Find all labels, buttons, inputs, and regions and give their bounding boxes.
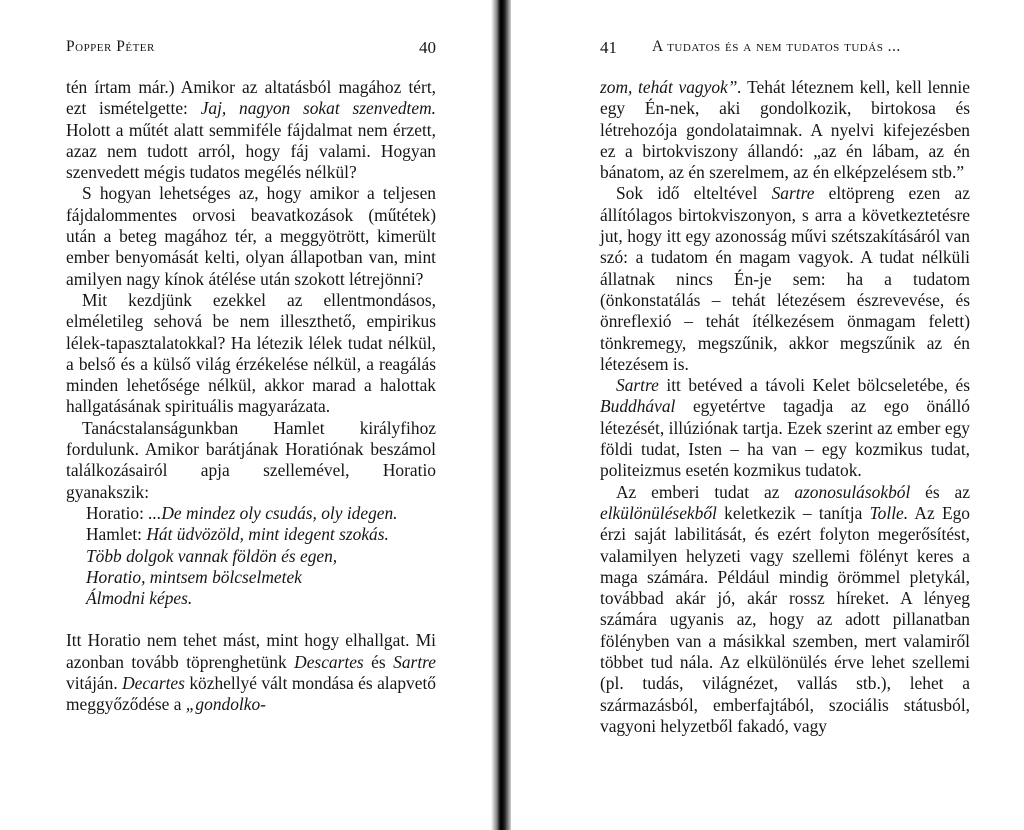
right-page: [508, 0, 1024, 830]
paragraph: Mit kezdjünk ezekkel az ellentmondásos, elméletileg sehová be nem illeszthető, empirikus lélek-tapasztalatokkal? Ha létezik lélek tudat nélkül, a belső és a külső világ érzékelése nélkül, a reagálás minden lehetősége nélkül, akkor marad a halottak hallgatásának spirituális magyarázata.: [66, 289, 436, 417]
running-head-left: Popper Péter: [66, 38, 155, 55]
paragraph: tén írtam már.) Amikor az altatásból magához tért, ezt ismételgette: Jaj, nagyon sokat szenvedtem. Holott a műtét alatt semmiféle fájdalmat nem érzett, azaz nem tudott arról, hogy fáj valami. Hogyan szenvedett mégis tudatos megélés nélkül?: [66, 77, 436, 183]
paragraph: S hogyan lehetséges az, hogy amikor a teljesen fájdalommentes orvosi beavatkozások (műtétek) után a beteg magához tér, a meggyötrött, kimerült ember benyomását kelti, olyan állapotban van, mint amilyen nagy kínok átélése után szokott létrejönni?: [66, 183, 436, 289]
paragraph: Sartre itt betéved a távoli Kelet bölcseletébe, és Buddhával egyetértve tagadja az ego önálló létezését, illúziónak tartja. Ezek szerint az ember egy földi tudat, Isten – ha van – egy kozmikus tudat, politeizmus esetén kozmikus tudatok.: [600, 375, 970, 481]
left-page: [0, 0, 492, 830]
right-body-text: [600, 77, 970, 737]
hamlet-quote: Horatio: ...De mindez oly csudás, oly idegen. Hamlet: Hát üdvözöld, mint idegent szokás. Több dolgok vannak földön és egen, Horatio, mintsem bölcselmetek Álmodni képes.: [86, 502, 398, 609]
paragraph: Tanácstalanságunkban Hamlet királyfihoz fordulunk. Amikor barátjának Horatiónak beszámol találkozásairól apja szellemével, Horatio gyanakszik:: [66, 417, 436, 502]
left-body-text: [66, 77, 436, 716]
paragraph: Sok idő elteltével Sartre eltöpreng ezen az állítólagos birtokviszonyon, s arra a következtetésre jut, hogy itt egy azonosság művi szétszakításáról van szó: a tudatom én magam vagyok. A tudat nélküli állatnak nincs Én-je sem: ha a tudatom (önkonstatálás – tehát létezésem észrevevése, és önreflexió – tehát ítélkezésem önmagam felett) tönkremegy, megszűnik, akkor megszűnik az én létezésem is.: [600, 183, 970, 374]
paragraph: Itt Horatio nem tehet mást, mint hogy elhallgat. Mi azonban tovább töprenghetünk Descartes és Sartre vitáján. Decartes közhellyé vált mondása és alapvető meggyőződése a „gondolko-: [66, 630, 436, 715]
paragraph: Az emberi tudat az azonosulásokból és az elkülönülésekből keletkezik – tanítja Tolle. Az Ego érzi saját labilitását, és ezért folyton megerősítést, valamilyen helyzeti vagy szellemi fölényt keres a maga számára. Például mindig örömmel pletykál, továbbad akár jó, akár rossz híreket. A lényeg számára ugyanis az, hogy az adott pillanatban fölényben van a másikkal szemben, mert valamiről többet tud nála. Az elkülönülés érve lehet szellemi (pl. tudás, világnézet, vallás stb.), lehet a származásból, emberfajtából, szociális státusból, vagyoni helyzetből fakadó, vagy: [600, 481, 970, 736]
page-number-right: 41: [600, 38, 617, 57]
page-number-left: 40: [419, 38, 436, 57]
paragraph: zom, tehát vagyok”. Tehát léteznem kell, kell lennie egy Én-nek, aki gondolkozik, birtokosa és létrehozója gondolataimnak. A nyelvi kifejezésben ez a birtokviszony állandó: „az én lábam, az én bánatom, az én szerelmem, az én elképzelésem stb.”: [600, 77, 970, 183]
running-head-right: A tudatos és a nem tudatos tudás ...: [652, 38, 901, 55]
